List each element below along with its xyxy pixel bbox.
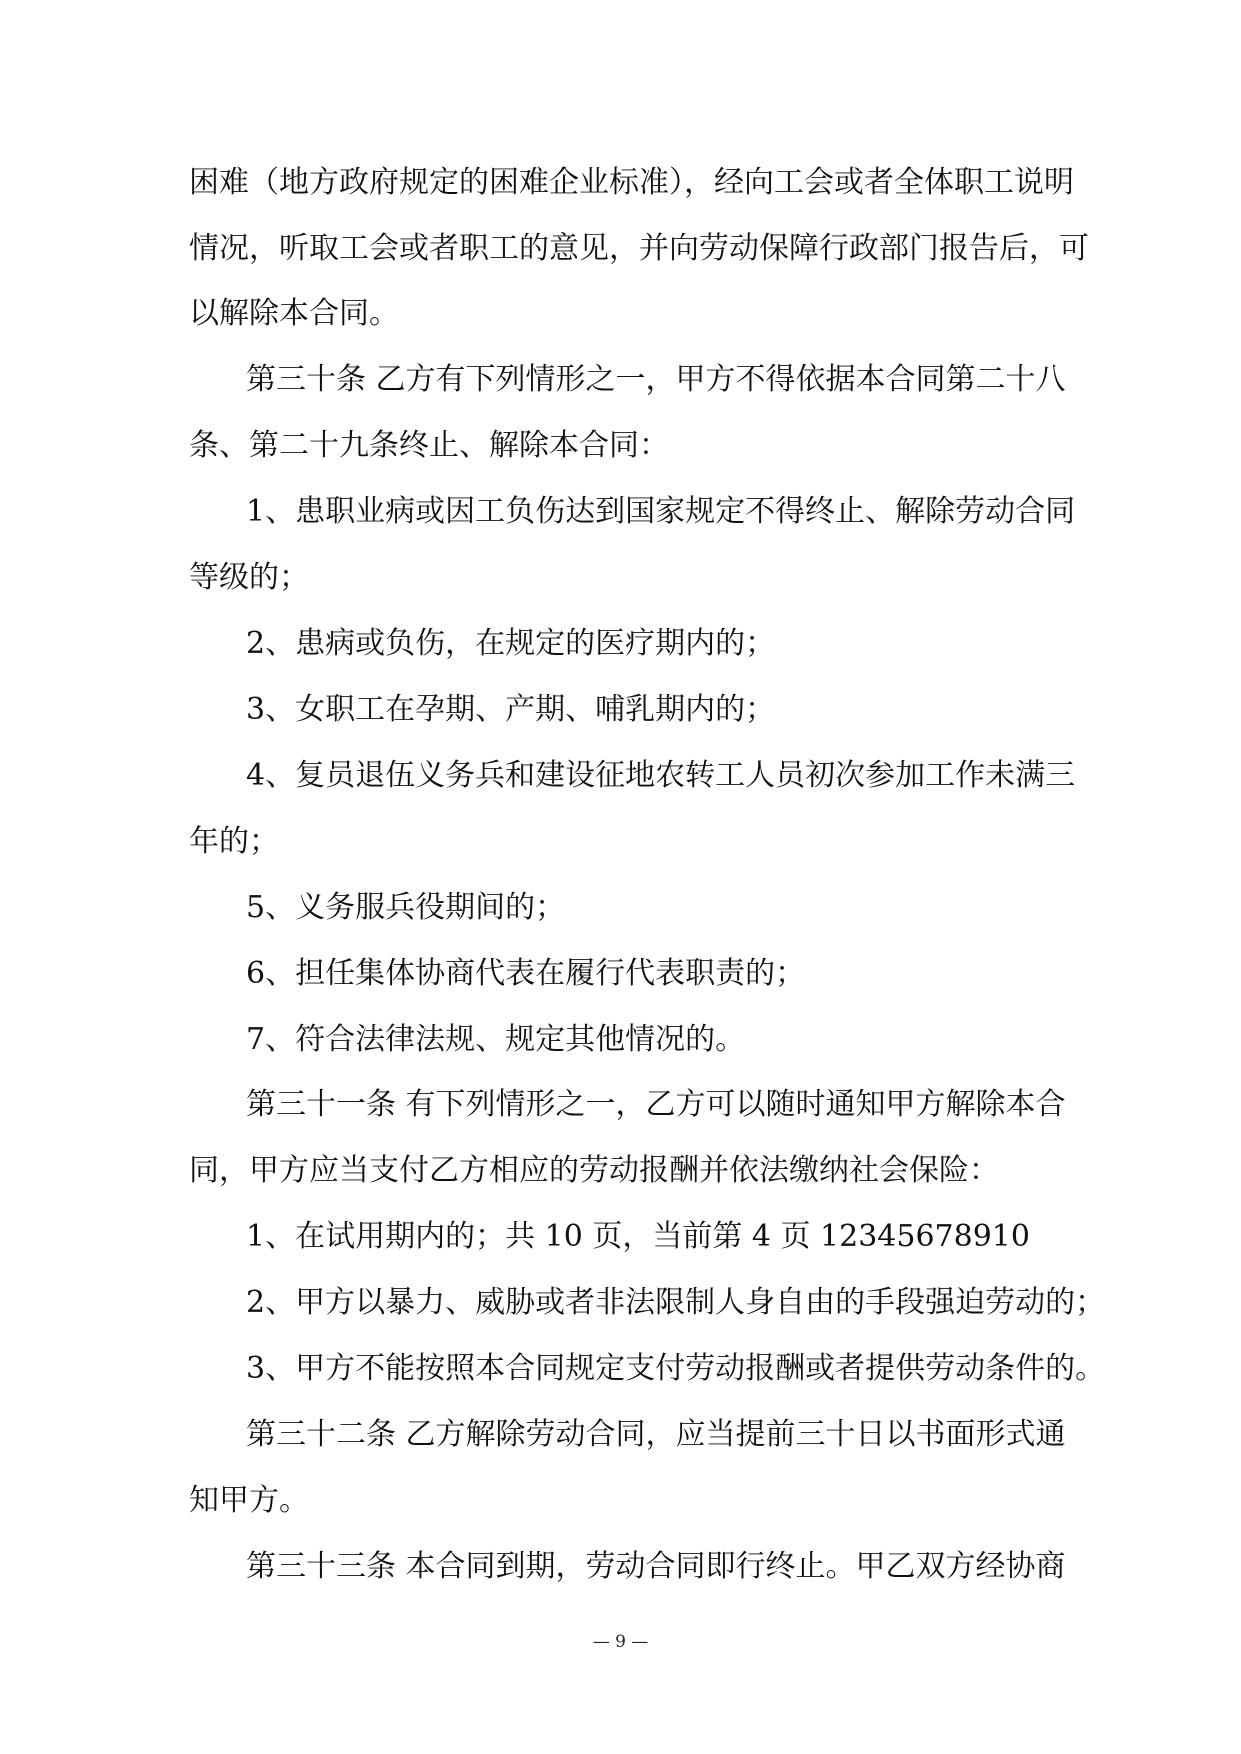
- list-item: 1、患职业病或因工负伤达到国家规定不得终止、解除劳动合同: [246, 494, 1076, 529]
- list-item: 7、符合法律法规、规定其他情况的。: [246, 1022, 746, 1057]
- list-item: 3、甲方不能按照本合同规定支付劳动报酬或者提供劳动条件的。: [246, 1351, 1106, 1386]
- text-line: 等级的；: [189, 560, 309, 595]
- article-32-heading: 第三十二条 乙方解除劳动合同，应当提前三十日以书面形式通: [246, 1417, 1066, 1452]
- text-line: 困难（地方政府规定的困难企业标准），经向工会或者全体职工说明: [189, 165, 1074, 200]
- article-33-heading: 第三十三条 本合同到期，劳动合同即行终止。甲乙双方经协商: [246, 1549, 1066, 1584]
- list-item: 2、患病或负伤，在规定的医疗期内的；: [246, 626, 776, 661]
- page-number: — 9 —: [592, 1632, 649, 1652]
- text-line: 知甲方。: [189, 1483, 309, 1518]
- list-item: 4、复员退伍义务兵和建设征地农转工人员初次参加工作未满三: [246, 758, 1076, 793]
- text-line: 以解除本合同。: [189, 296, 399, 331]
- list-item: 5、义务服兵役期间的；: [246, 890, 566, 925]
- text-line: 年的；: [189, 824, 279, 859]
- text-line: 情况，听取工会或者职工的意见，并向劳动保障行政部门报告后，可: [189, 231, 1089, 266]
- article-31-heading: 第三十一条 有下列情形之一，乙方可以随时通知甲方解除本合: [246, 1087, 1066, 1122]
- article-30-heading: 第三十条 乙方有下列情形之一，甲方不得依据本合同第二十八: [246, 362, 1066, 397]
- text-line: 条、第二十九条终止、解除本合同：: [189, 428, 669, 463]
- list-item: 3、女职工在孕期、产期、哺乳期内的；: [246, 692, 776, 727]
- list-item: 1、在试用期内的；共 10 页，当前第 4 页 12345678910: [246, 1219, 1030, 1254]
- text-line: 同，甲方应当支付乙方相应的劳动报酬并依法缴纳社会保险：: [189, 1153, 999, 1188]
- list-item: 2、甲方以暴力、威胁或者非法限制人身自由的手段强迫劳动的；: [246, 1285, 1106, 1320]
- list-item: 6、担任集体协商代表在履行代表职责的；: [246, 956, 806, 991]
